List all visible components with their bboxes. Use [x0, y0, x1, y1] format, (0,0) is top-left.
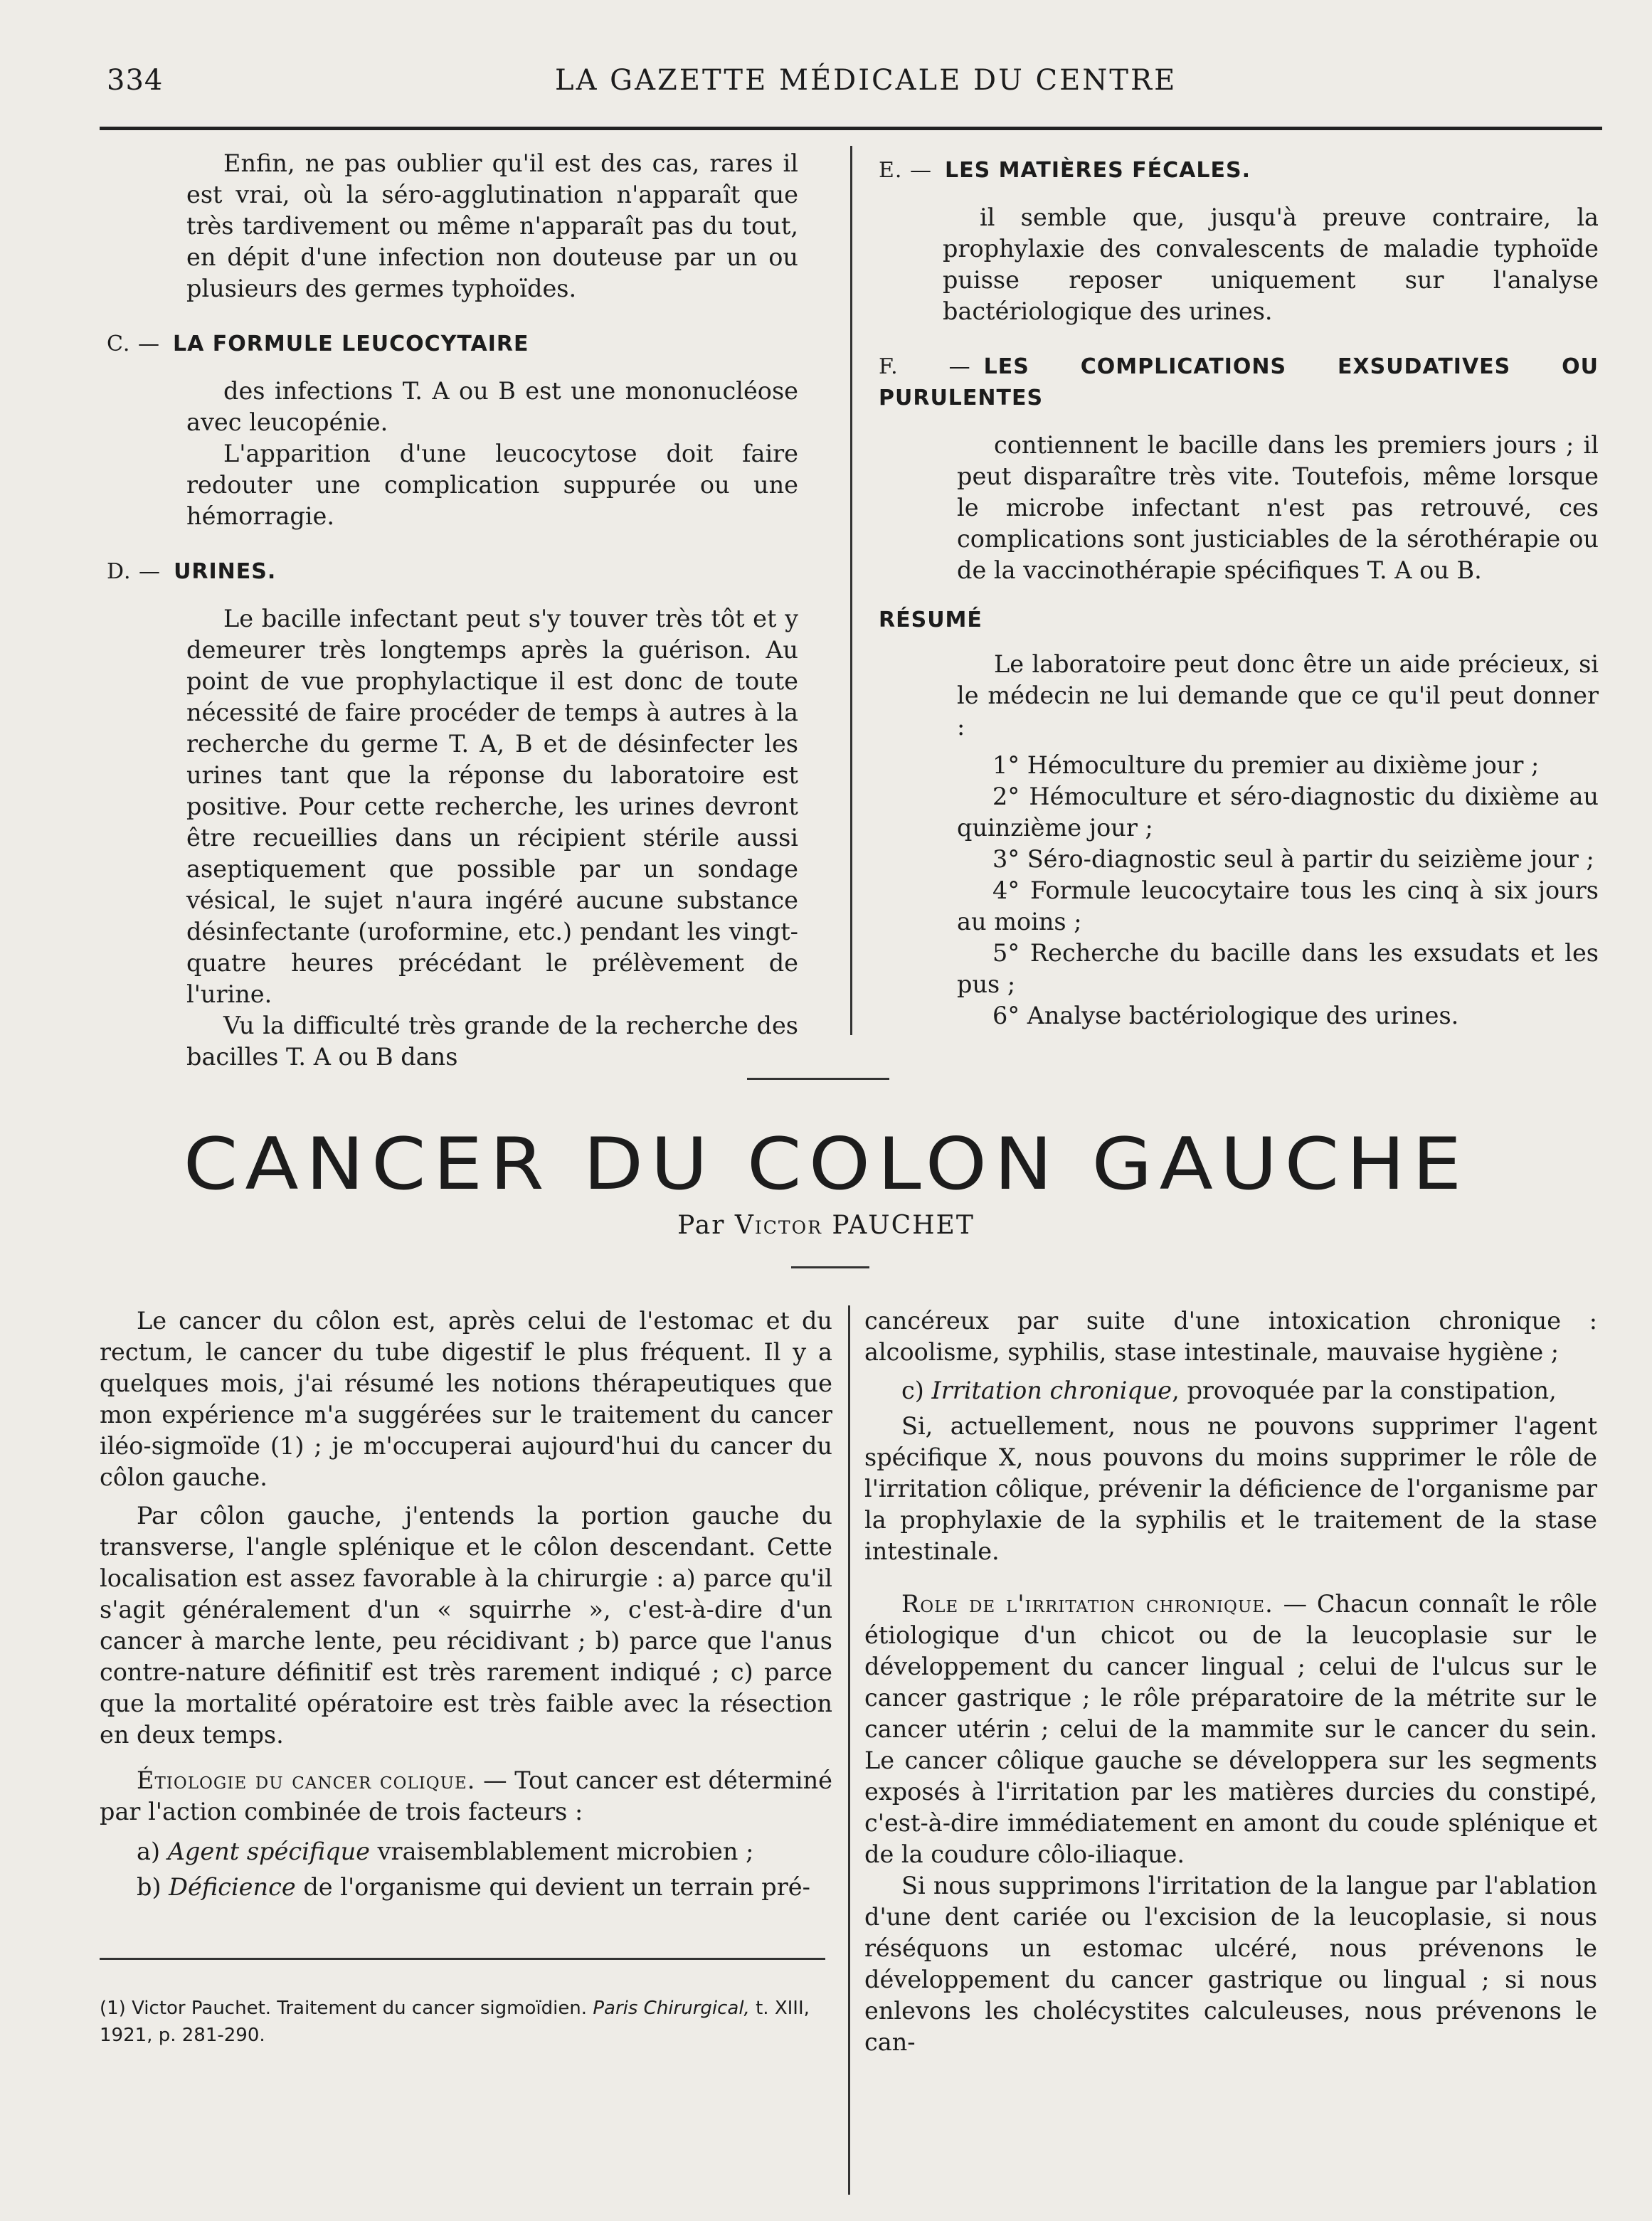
paragraph: Le bacille infectant peut s'y touver très tôt et y demeurer très longtemps après la guérison. Au point de vue prophylactique il est donc de toute nécessité de faire procéder de temps à autres à la recherche du germe T. A, B et de désinfecter les urines tant que la réponse du laboratoire est positive. Pour cette recherche, les urines devront être recueillies dans un récipient stérile aussi aseptiquement que possible par un sondage vésical, le sujet n'aura ingéré aucune substance désinfectante (uroformine, etc.) pendant les vingt-quatre heures précédant le prélèvement de l'urine.: [186, 605, 798, 1008]
article-byline: Par Victor PAUCHET: [677, 1211, 975, 1240]
paragraph: contiennent le bacille dans les premiers jours ; il peut disparaître très vite. Toutefois, même lorsque le microbe infectant n'est pas retrouvé, ces complications sont justiciables de la sérothérapie ou de la vaccinothérapie spécifiques T. A ou B.: [957, 431, 1599, 584]
byline-rule: [791, 1266, 869, 1268]
paragraph: Par côlon gauche, j'entends la portion gauche du transverse, l'angle splénique et le côlon descendant. Cette localisation est assez favorable à la chirurgie : a) parce qu'il s'agit généralement d'un « squirrhe », c'est-à-dire d'un cancer à marche lente, peu récidivant ; b) parce que l'anus contre-nature définitif est très rarement indiqué ; c) parce que la mortalité opératoire est très faible avec la résection en deux temps.: [100, 1502, 832, 1749]
resume-list: [957, 750, 1599, 1032]
section-heading-f: F. — LES COMPLICATIONS EXSUDATIVES OU PURULENTES: [879, 354, 1599, 410]
resume-heading: RÉSUMÉ: [879, 608, 983, 632]
paragraph: Vu la difficulté très grande de la recherche des bacilles T. A ou B dans: [186, 1012, 798, 1071]
list-item: 2° Hémoculture et séro-diagnostic du dixième au quinzième jour ;: [957, 783, 1599, 842]
top-right-column: [879, 148, 1599, 1032]
top-left-column: [107, 148, 798, 1073]
running-title: LA GAZETTE MÉDICALE DU CENTRE: [555, 64, 1177, 97]
section-heading-c: C. — LA FORMULE LEUCOCYTAIRE: [107, 332, 529, 356]
paragraph: L'apparition d'une leucocytose doit faire redouter une complication suppurée ou une hémorragie.: [186, 440, 798, 530]
separator-rule: [747, 1078, 889, 1080]
list-item: 1° Hémoculture du premier au dixième jour ;: [992, 751, 1540, 779]
section-heading-e: E. — LES MATIÈRES FÉCALES.: [879, 158, 1251, 183]
resume-body: [957, 649, 1599, 1032]
bottom-right-column: [864, 1305, 1597, 2058]
paragraph: Si nous supprimons l'irritation de la langue par l'ablation d'une dent cariée ou l'excision de la leucoplasie, si nous réséquons un estomac ulcéré, nous prévenons le développement du cancer gastrique ou lingual ; si nous enlevons les cholécystites calculeuses, nous prévenons le can-: [864, 1872, 1597, 2056]
page-header: [100, 60, 1594, 110]
column-divider-top: [850, 146, 852, 1035]
list-item: 5° Recherche du bacille dans les exsudats et les pus ;: [957, 939, 1599, 998]
footnote: (1) Victor Pauchet. Traitement du cancer sigmoïdien. Paris Chirurgical, t. XIII, 1921, p. 281-290.: [100, 1998, 810, 2046]
paragraph: cancéreux par suite d'une intoxication chronique : alcoolisme, syphilis, stase intestinale, mauvaise hygiène ;: [864, 1307, 1597, 1366]
list-item: 6° Analyse bactériologique des urines.: [992, 1002, 1459, 1029]
paragraph: il semble que, jusqu'à preuve contraire, la prophylaxie des convalescents de maladie typhoïde puisse reposer uniquement sur l'analyse bactériologique des urines.: [943, 203, 1599, 325]
section-heading-d: D. — URINES.: [107, 559, 277, 584]
column-divider-bottom: [848, 1305, 850, 2195]
bottom-left-column: [100, 1305, 832, 1903]
paragraph: Étiologie du cancer colique. — Tout cancer est déterminé par l'action combinée de trois facteurs :: [100, 1766, 832, 1825]
paragraph: Le cancer du côlon est, après celui de l'estomac et du rectum, le cancer du tube digestif le plus fréquent. Il y a quelques mois, j'ai résumé les notions thérapeutiques que mon expérience m'a suggérées sur le traitement du cancer iléo-sigmoïde (1) ; je m'occuperai aujourd'hui du cancer du côlon gauche.: [100, 1307, 832, 1491]
list-item: 3° Séro-diagnostic seul à partir du seizième jour ;: [992, 845, 1594, 873]
list-item: c) Irritation chronique, provoquée par la constipation,: [901, 1377, 1557, 1404]
list-item: b) Déficience de l'organisme qui devient un terrain pré-: [137, 1873, 810, 1901]
page-number: 334: [107, 64, 164, 97]
paragraph: Le laboratoire peut donc être un aide précieux, si le médecin ne lui demande que ce qu'il peut donner :: [957, 650, 1599, 741]
footnote-rule: [100, 1958, 825, 1960]
list-item: 4° Formule leucocytaire tous les cinq à six jours au moins ;: [957, 876, 1599, 935]
header-rule: [100, 127, 1602, 130]
list-item: a) Agent spécifique vraisemblablement microbien ;: [137, 1838, 754, 1865]
article-title: CANCER DU COLON GAUCHE: [183, 1122, 1469, 1206]
paragraph: des infections T. A ou B est une mononucléose avec leucopénie.: [186, 377, 798, 436]
paragraph: Role de l'irritation chronique. — Chacun connaît le rôle étiologique d'un chicot ou de la leucoplasie sur le développement du cancer lingual ; celui de l'ulcus sur le cancer gastrique ; le rôle préparatoire de la métrite sur le cancer utérin ; celui de la mammite sur le cancer du sein. Le cancer côlique gauche se développera sur les segments exposés à l'irritation par les matières durcies du constipé, c'est-à-dire immédiatement en amont du coude splénique et de la coudure côlo-iliaque.: [864, 1590, 1597, 1868]
paragraph: Enfin, ne pas oublier qu'il est des cas, rares il est vrai, où la séro-agglutination n'apparaît que très tardivement ou même n'apparaît pas du tout, en dépit d'une infection non douteuse par un ou plusieurs des germes typhoïdes.: [186, 149, 798, 302]
paragraph: Si, actuellement, nous ne pouvons supprimer l'agent spécifique X, nous pouvons du moins supprimer le rôle de l'irritation côlique, prévenir la déficience de l'organisme par la prophylaxie de la syphilis et le traitement de la stase intestinale.: [864, 1412, 1597, 1565]
